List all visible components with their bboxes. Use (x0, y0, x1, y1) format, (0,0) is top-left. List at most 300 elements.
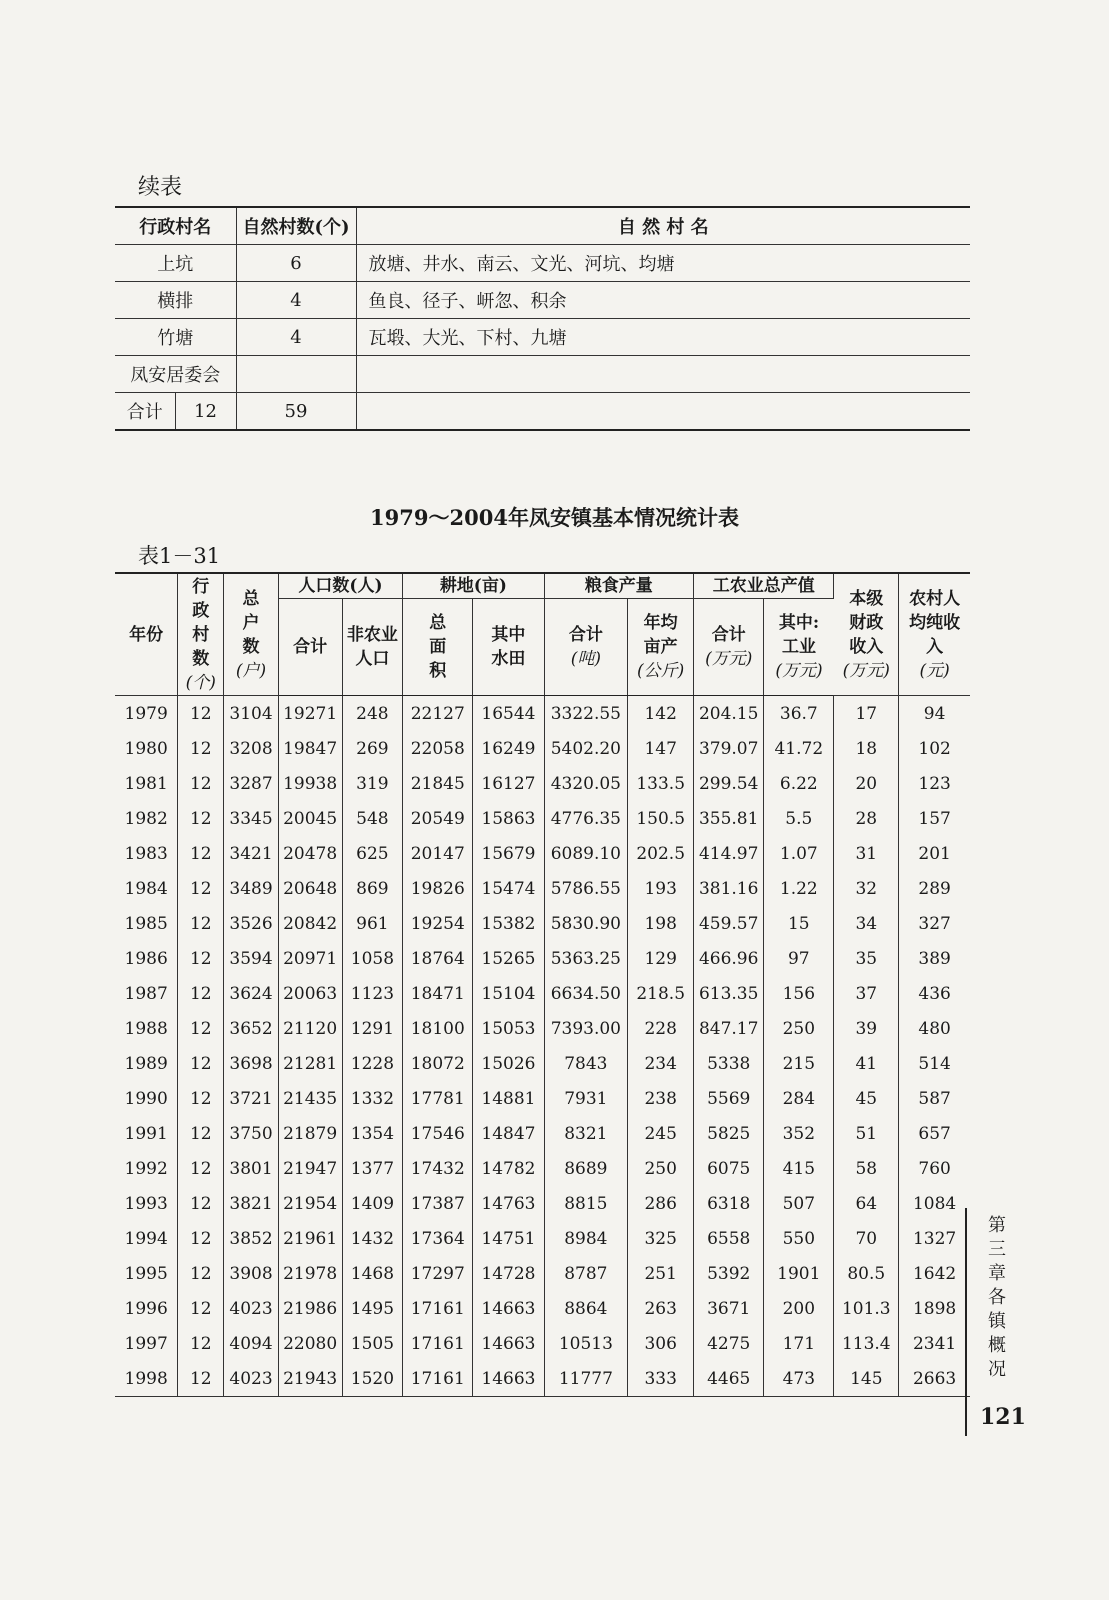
cell-grain-total: 8815 (544, 1186, 628, 1221)
cell-admin-villages: 12 (178, 766, 224, 801)
village-table-header (115, 207, 970, 245)
cell-land-paddy: 15104 (473, 976, 544, 1011)
chapter-side-rule (965, 1208, 967, 1436)
header-land-total (403, 599, 473, 696)
cell-households: 3908 (224, 1256, 278, 1291)
cell-land-paddy: 16249 (473, 731, 544, 766)
cell-output-industry: 250 (764, 1011, 834, 1046)
header-population: 人口数(人) (278, 573, 403, 599)
table-row (115, 1081, 970, 1116)
cell-households: 3594 (224, 941, 278, 976)
cell-output-industry: 15 (764, 906, 834, 941)
cell-output-total: 379.07 (694, 731, 764, 766)
natural-village-count: 4 (236, 319, 356, 356)
cell-admin-villages: 12 (178, 1361, 224, 1397)
cell-output-industry: 507 (764, 1186, 834, 1221)
cell-output-industry: 200 (764, 1291, 834, 1326)
cell-pop-total: 21879 (278, 1116, 342, 1151)
cell-revenue: 37 (834, 976, 899, 1011)
natural-village-count (236, 356, 356, 393)
table-row (115, 941, 970, 976)
total-row (115, 393, 970, 431)
cell-grain-total: 8984 (544, 1221, 628, 1256)
cell-admin-villages: 12 (178, 696, 224, 732)
cell-year: 1993 (115, 1186, 178, 1221)
cell-grain-total: 6089.10 (544, 836, 628, 871)
statistics-table (115, 572, 970, 1397)
cell-households: 3104 (224, 696, 278, 732)
cell-land-total: 17161 (403, 1361, 473, 1397)
cell-grain-total: 3322.55 (544, 696, 628, 732)
cell-grain-total: 8689 (544, 1151, 628, 1186)
cell-income: 480 (918, 1018, 951, 1039)
cell-land-paddy: 14663 (473, 1361, 544, 1397)
header-pop-nonag-label: 非农业人口 (346, 625, 398, 669)
header-admin-village: 行政村名 (115, 207, 236, 245)
header-income-label: 农村人均纯收入 (909, 588, 961, 657)
cell-output-total: 381.16 (694, 871, 764, 906)
cell-pop-total: 21954 (278, 1186, 342, 1221)
cell-grain-yield: 198 (628, 906, 694, 941)
header-households-unit: (户) (235, 660, 267, 681)
cell-grain-total: 5786.55 (544, 871, 628, 906)
table-row (115, 1256, 970, 1291)
cell-pop-total: 22080 (278, 1326, 342, 1361)
cell-income: 201 (918, 843, 951, 864)
header-grain-yield-label: 年均亩产 (643, 613, 678, 657)
header-households-label: 总户数 (242, 588, 260, 657)
cell-land-paddy: 15026 (473, 1046, 544, 1081)
cell-pop-total: 21947 (278, 1151, 342, 1186)
cell-grain-total: 8321 (544, 1116, 628, 1151)
header-row-1 (115, 573, 970, 599)
cell-income: 157 (918, 808, 951, 829)
cell-grain-yield: 133.5 (628, 766, 694, 801)
table-row (115, 1046, 970, 1081)
cell-pop-nonag: 625 (342, 836, 403, 871)
cell-admin-villages: 12 (178, 871, 224, 906)
cell-admin-villages: 12 (178, 1046, 224, 1081)
admin-village-name: 凤安居委会 (115, 356, 236, 393)
table-number: 表1－31 (138, 544, 221, 568)
cell-revenue: 31 (834, 836, 899, 871)
cell-pop-nonag: 248 (342, 696, 403, 732)
table-row (115, 1361, 970, 1397)
cell-grain-total: 6634.50 (544, 976, 628, 1011)
cell-pop-total: 20842 (278, 906, 342, 941)
cell-revenue: 32 (834, 871, 899, 906)
cell-land-paddy: 14663 (473, 1291, 544, 1326)
cell-land-total: 18764 (403, 941, 473, 976)
table-row (115, 1326, 970, 1361)
header-pop-nonag (342, 599, 403, 696)
cell-households: 3526 (224, 906, 278, 941)
cell-grain-yield: 251 (628, 1256, 694, 1291)
cell-admin-villages: 12 (178, 1116, 224, 1151)
header-output-industry (764, 599, 834, 696)
cell-pop-nonag: 1505 (342, 1326, 403, 1361)
cell-grain-yield: 234 (628, 1046, 694, 1081)
cell-grain-yield: 245 (628, 1116, 694, 1151)
cell-revenue: 45 (834, 1081, 899, 1116)
cell-land-paddy: 15265 (473, 941, 544, 976)
cell-grain-yield: 228 (628, 1011, 694, 1046)
cell-land-total: 19826 (403, 871, 473, 906)
cell-year: 1980 (115, 731, 178, 766)
cell-income: 657 (918, 1123, 951, 1144)
cell-revenue: 58 (834, 1151, 899, 1186)
cell-output-industry: 1901 (764, 1256, 834, 1291)
admin-village-name: 竹塘 (115, 319, 236, 356)
cell-admin-villages: 12 (178, 1011, 224, 1046)
header-land-paddy (473, 599, 544, 696)
cell-year: 1989 (115, 1046, 178, 1081)
table-row (115, 731, 970, 766)
cell-land-paddy: 14881 (473, 1081, 544, 1116)
cell-admin-villages: 12 (178, 801, 224, 836)
cell-income: 1898 (912, 1298, 957, 1319)
header-admin-villages (178, 573, 224, 696)
table-row (115, 976, 970, 1011)
cell-grain-yield: 306 (628, 1326, 694, 1361)
cell-year: 1996 (115, 1291, 178, 1326)
cell-output-total: 204.15 (694, 696, 764, 732)
cell-output-total: 459.57 (694, 906, 764, 941)
header-output-total-label: 合计 (711, 625, 746, 645)
table-row (115, 696, 970, 732)
cell-revenue: 35 (834, 941, 899, 976)
cell-grain-total: 4320.05 (544, 766, 628, 801)
cell-revenue: 145 (834, 1361, 899, 1397)
cell-pop-total: 19271 (278, 696, 342, 732)
cell-admin-villages: 12 (178, 941, 224, 976)
cell-output-industry: 284 (764, 1081, 834, 1116)
cell-revenue: 80.5 (834, 1256, 899, 1291)
table-row (115, 356, 970, 393)
cell-land-total: 22127 (403, 696, 473, 732)
cell-output-industry: 215 (764, 1046, 834, 1081)
cell-output-industry: 1.22 (764, 871, 834, 906)
cell-grain-total: 4776.35 (544, 801, 628, 836)
cell-year: 1982 (115, 801, 178, 836)
header-farmland: 耕地(亩) (403, 573, 544, 599)
cell-revenue: 34 (834, 906, 899, 941)
table-row (115, 1291, 970, 1326)
cell-land-paddy: 14847 (473, 1116, 544, 1151)
header-grain: 粮食产量 (544, 573, 694, 599)
cell-households: 4023 (224, 1291, 278, 1326)
cell-year: 1995 (115, 1256, 178, 1291)
header-year: 年份 (115, 573, 178, 696)
cell-year: 1984 (115, 871, 178, 906)
header-land-total-label: 总面积 (429, 613, 447, 681)
cell-grain-yield: 286 (628, 1186, 694, 1221)
natural-village-count: 6 (236, 245, 356, 282)
cell-year: 1998 (115, 1361, 178, 1397)
cell-pop-nonag: 1468 (342, 1256, 403, 1291)
table-row (115, 871, 970, 906)
natural-village-names: 鱼良、径子、岍忽、积余 (356, 282, 970, 319)
page-number: 121 (980, 1404, 1026, 1430)
cell-households: 3345 (224, 801, 278, 836)
cell-output-industry: 156 (764, 976, 834, 1011)
cell-revenue: 18 (834, 731, 899, 766)
cell-year: 1992 (115, 1151, 178, 1186)
cell-income: 2663 (899, 1361, 970, 1397)
cell-grain-total: 8864 (544, 1291, 628, 1326)
cell-grain-total: 7393.00 (544, 1011, 628, 1046)
cell-households: 3721 (224, 1081, 278, 1116)
total-natural-count: 59 (236, 393, 356, 431)
cell-output-total: 299.54 (694, 766, 764, 801)
cell-year: 1991 (115, 1116, 178, 1151)
cell-output-industry: 97 (764, 941, 834, 976)
cell-pop-nonag: 1332 (342, 1081, 403, 1116)
cell-households: 3287 (224, 766, 278, 801)
cell-pop-nonag: 1432 (342, 1221, 403, 1256)
table-row (115, 319, 970, 356)
cell-land-paddy: 16544 (473, 696, 544, 732)
cell-pop-total: 20045 (278, 801, 342, 836)
cell-revenue: 17 (834, 696, 899, 732)
table-row (115, 1186, 970, 1221)
cell-output-total: 847.17 (694, 1011, 764, 1046)
cell-households: 3801 (224, 1151, 278, 1186)
cell-land-paddy: 15382 (473, 906, 544, 941)
cell-grain-yield: 193 (628, 871, 694, 906)
cell-pop-total: 20971 (278, 941, 342, 976)
cell-pop-total: 21281 (278, 1046, 342, 1081)
table-row (115, 1116, 970, 1151)
cell-pop-total: 20478 (278, 836, 342, 871)
header-grain-yield (628, 599, 694, 696)
table-row (115, 245, 970, 282)
cell-pop-total: 20063 (278, 976, 342, 1011)
cell-land-total: 20549 (403, 801, 473, 836)
cell-year: 1979 (115, 696, 178, 732)
cell-pop-nonag: 1123 (342, 976, 403, 1011)
cell-year: 1997 (115, 1326, 178, 1361)
cell-pop-nonag: 319 (342, 766, 403, 801)
cell-output-total: 355.81 (694, 801, 764, 836)
cell-output-total: 3671 (694, 1291, 764, 1326)
cell-land-total: 18471 (403, 976, 473, 1011)
cell-pop-nonag: 961 (342, 906, 403, 941)
table-row (115, 906, 970, 941)
cell-admin-villages: 12 (178, 1221, 224, 1256)
cell-revenue: 28 (834, 801, 899, 836)
cell-output-total: 613.35 (694, 976, 764, 1011)
cell-households: 3489 (224, 871, 278, 906)
cell-grain-total: 10513 (544, 1326, 628, 1361)
cell-households: 3208 (224, 731, 278, 766)
cell-households: 3852 (224, 1221, 278, 1256)
cell-grain-total: 5402.20 (544, 731, 628, 766)
cell-output-total: 4465 (694, 1361, 764, 1397)
cell-pop-nonag: 1495 (342, 1291, 403, 1326)
cell-revenue: 51 (834, 1116, 899, 1151)
table-row (115, 1011, 970, 1046)
cell-households: 4094 (224, 1326, 278, 1361)
cell-pop-total: 21435 (278, 1081, 342, 1116)
header-natural-village-names: 自 然 村 名 (356, 207, 970, 245)
cell-land-paddy: 14663 (473, 1326, 544, 1361)
cell-output-industry: 352 (764, 1116, 834, 1151)
cell-year: 1985 (115, 906, 178, 941)
cell-grain-yield: 147 (628, 731, 694, 766)
cell-pop-nonag: 1409 (342, 1186, 403, 1221)
header-income (899, 573, 970, 696)
cell-pop-total: 19938 (278, 766, 342, 801)
cell-admin-villages: 12 (178, 1151, 224, 1186)
cell-output-total: 5392 (694, 1256, 764, 1291)
cell-output-industry: 550 (764, 1221, 834, 1256)
cell-grain-yield: 218.5 (628, 976, 694, 1011)
cell-pop-nonag: 548 (342, 801, 403, 836)
cell-output-total: 5825 (694, 1116, 764, 1151)
header-revenue (834, 573, 899, 696)
cell-pop-nonag: 1354 (342, 1116, 403, 1151)
cell-output-industry: 171 (764, 1326, 834, 1361)
cell-admin-villages: 12 (178, 1186, 224, 1221)
table-row (115, 801, 970, 836)
table-row (115, 766, 970, 801)
cell-pop-total: 20648 (278, 871, 342, 906)
cell-income: 289 (918, 878, 951, 899)
table-row (115, 836, 970, 871)
chapter-side-label: 第三章 各镇概况 (988, 1215, 1006, 1380)
cell-land-paddy: 14728 (473, 1256, 544, 1291)
cell-output-industry: 1.07 (764, 836, 834, 871)
header-natural-village-count: 自然村数(个) (236, 207, 356, 245)
header-land-paddy-label: 其中水田 (491, 625, 526, 669)
cell-income: 1642 (912, 1263, 957, 1284)
admin-village-name: 上坑 (115, 245, 236, 282)
cell-land-total: 22058 (403, 731, 473, 766)
cell-output-total: 4275 (694, 1326, 764, 1361)
header-revenue-unit: (万元) (842, 660, 890, 681)
cell-income: 94 (923, 703, 946, 724)
cell-income: 389 (918, 948, 951, 969)
cell-pop-nonag: 269 (342, 731, 403, 766)
cell-income: 2341 (912, 1333, 957, 1354)
cell-output-industry: 415 (764, 1151, 834, 1186)
cell-year: 1987 (115, 976, 178, 1011)
cell-pop-total: 21978 (278, 1256, 342, 1291)
cell-land-paddy: 14782 (473, 1151, 544, 1186)
cell-grain-yield: 129 (628, 941, 694, 976)
cell-grain-yield: 202.5 (628, 836, 694, 871)
cell-income: 102 (918, 738, 951, 759)
cell-land-total: 18072 (403, 1046, 473, 1081)
cell-revenue: 101.3 (834, 1291, 899, 1326)
cell-year: 1983 (115, 836, 178, 871)
cell-grain-yield: 150.5 (628, 801, 694, 836)
header-grain-total-label: 合计 (568, 625, 603, 645)
cell-grain-yield: 325 (628, 1221, 694, 1256)
cell-output-total: 414.97 (694, 836, 764, 871)
header-output: 工农业总产值 (694, 573, 834, 599)
cell-grain-yield: 238 (628, 1081, 694, 1116)
cell-pop-total: 19847 (278, 731, 342, 766)
cell-income: 1084 (912, 1193, 957, 1214)
table-row (115, 1151, 970, 1186)
cell-admin-villages: 12 (178, 1326, 224, 1361)
cell-households: 3421 (224, 836, 278, 871)
cell-admin-villages: 12 (178, 906, 224, 941)
cell-output-industry: 6.22 (764, 766, 834, 801)
statistics-table-title: 1979～2004年凤安镇基本情况统计表 (370, 505, 739, 530)
cell-land-total: 19254 (403, 906, 473, 941)
cell-admin-villages: 12 (178, 1081, 224, 1116)
header-pop-total: 合计 (278, 599, 342, 696)
statistics-table-body (115, 696, 970, 1397)
cell-land-paddy: 14751 (473, 1221, 544, 1256)
total-admin-count: 12 (175, 393, 236, 431)
cell-land-total: 17297 (403, 1256, 473, 1291)
cell-output-total: 6075 (694, 1151, 764, 1186)
cell-output-industry: 36.7 (764, 696, 834, 732)
cell-grain-total: 5363.25 (544, 941, 628, 976)
cell-households: 3624 (224, 976, 278, 1011)
cell-income: 760 (918, 1158, 951, 1179)
header-revenue-label: 本级财政收入 (849, 588, 884, 657)
cell-land-paddy: 16127 (473, 766, 544, 801)
cell-land-total: 17546 (403, 1116, 473, 1151)
cell-income: 327 (918, 913, 951, 934)
cell-revenue: 39 (834, 1011, 899, 1046)
cell-income: 587 (918, 1088, 951, 1109)
cell-year: 1988 (115, 1011, 178, 1046)
header-output-industry-unit: (万元) (775, 661, 823, 681)
cell-revenue: 113.4 (834, 1326, 899, 1361)
cell-year: 1990 (115, 1081, 178, 1116)
table-row (115, 282, 970, 319)
cell-pop-total: 21961 (278, 1221, 342, 1256)
cell-revenue: 70 (834, 1221, 899, 1256)
cell-grain-total: 7843 (544, 1046, 628, 1081)
cell-output-industry: 473 (764, 1361, 834, 1397)
natural-village-names (356, 356, 970, 393)
total-label: 合计 (115, 393, 175, 431)
cell-output-total: 5338 (694, 1046, 764, 1081)
cell-output-total: 5569 (694, 1081, 764, 1116)
cell-income: 123 (918, 773, 951, 794)
cell-pop-total: 21943 (278, 1361, 342, 1397)
header-output-industry-label: 其中:工业 (778, 613, 820, 657)
cell-grain-yield: 333 (628, 1361, 694, 1397)
cell-grain-total: 5830.90 (544, 906, 628, 941)
cell-land-total: 21845 (403, 766, 473, 801)
continued-label: 续表 (138, 175, 183, 200)
cell-admin-villages: 12 (178, 1291, 224, 1326)
cell-output-total: 466.96 (694, 941, 764, 976)
cell-land-total: 17432 (403, 1151, 473, 1186)
header-income-unit: (元) (919, 660, 950, 681)
natural-village-names: 瓦塅、大光、下村、九塘 (356, 319, 970, 356)
cell-income: 1327 (912, 1228, 957, 1249)
cell-revenue: 20 (834, 766, 899, 801)
total-names-empty (356, 393, 970, 431)
cell-year: 1986 (115, 941, 178, 976)
natural-village-names: 放塘、井水、南云、文光、河坑、均塘 (356, 245, 970, 282)
cell-pop-nonag: 1520 (342, 1361, 403, 1397)
cell-grain-total: 7931 (544, 1081, 628, 1116)
cell-pop-nonag: 1291 (342, 1011, 403, 1046)
cell-land-total: 17387 (403, 1186, 473, 1221)
header-admin-villages-label: 行政村数 (192, 576, 210, 669)
cell-households: 3698 (224, 1046, 278, 1081)
